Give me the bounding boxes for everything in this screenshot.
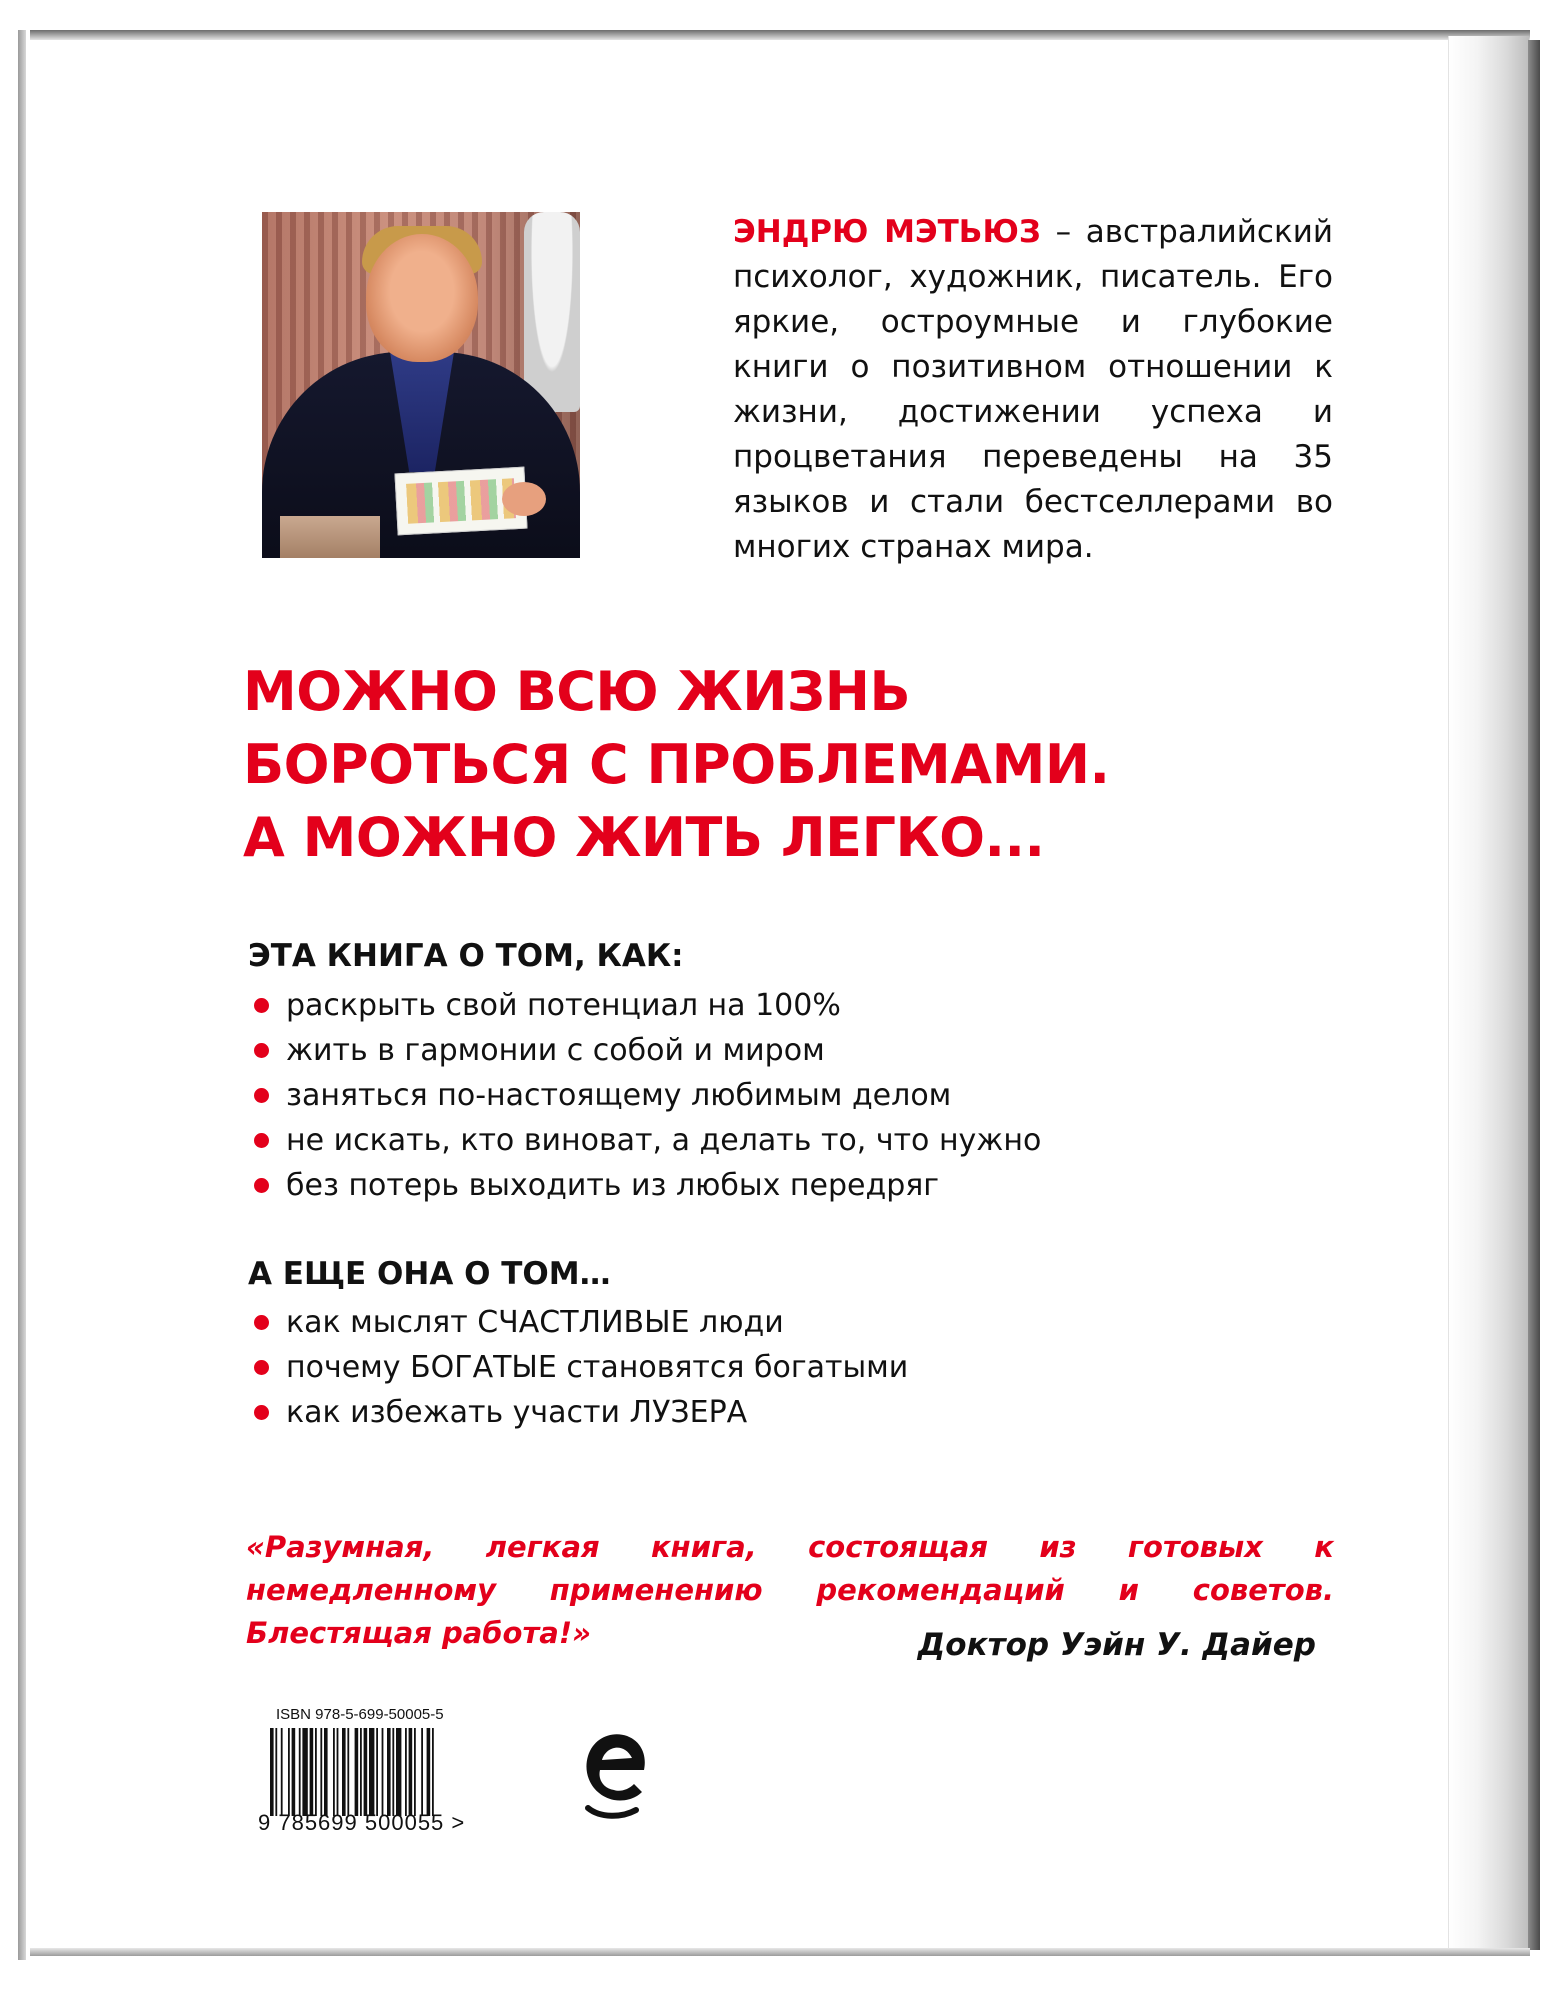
- barcode-bar: [414, 1728, 416, 1816]
- barcode-bar: [369, 1728, 374, 1816]
- barcode-bar: [288, 1728, 290, 1816]
- list-item: заняться по-настоящему любимым делом: [250, 1073, 1041, 1118]
- cover-left-edge: [18, 30, 26, 1960]
- section-list-also: [250, 1300, 908, 1435]
- red-dot-icon: [254, 1360, 269, 1375]
- barcode-bar: [347, 1728, 349, 1816]
- barcode-bar: [376, 1728, 378, 1816]
- barcode-bar: [355, 1728, 359, 1816]
- barcode-bar: [337, 1728, 339, 1816]
- barcode-bar: [275, 1728, 277, 1816]
- review-quote: «Разумная, легкая книга, состоящая из готовых к немедленному применению рекомендаций и советов. Блестящая работа!»: [246, 1530, 1334, 1650]
- barcode-bar: [364, 1728, 368, 1816]
- barcode-bar: [432, 1728, 434, 1816]
- barcode-bar: [392, 1728, 394, 1816]
- section-heading-also: А ЕЩЕ ОНА О ТОМ…: [248, 1256, 611, 1292]
- red-dot-icon: [254, 1133, 269, 1148]
- barcode-bar: [405, 1728, 407, 1816]
- barcode-bar: [409, 1728, 413, 1816]
- barcode-bar: [270, 1728, 274, 1816]
- list-item: не искать, кто виноват, а делать то, что нужно: [250, 1118, 1041, 1163]
- red-dot-icon: [254, 1178, 269, 1193]
- barcode-bar: [324, 1728, 328, 1816]
- barcode-bar: [427, 1728, 431, 1816]
- list-item: без потерь выходить из любых передряг: [250, 1163, 1041, 1208]
- barcode-bar: [382, 1728, 384, 1816]
- barcode-bar: [342, 1728, 346, 1816]
- cover-right-edge: [1528, 40, 1540, 1950]
- red-dot-icon: [254, 1315, 269, 1330]
- barcode-bar: [320, 1728, 322, 1816]
- barcode-bar: [421, 1728, 423, 1816]
- barcode-bar: [281, 1728, 283, 1816]
- list-item: жить в гармонии с собой и миром: [250, 1028, 1041, 1073]
- barcode-bar: [302, 1728, 307, 1816]
- barcode-bar: [387, 1728, 391, 1816]
- red-dot-icon: [254, 1405, 269, 1420]
- review-quote-author: Доктор Уэйн У. Дайер: [917, 1627, 1316, 1663]
- barcode-bar: [310, 1728, 314, 1816]
- isbn-label: ISBN 978-5-699-50005-5: [276, 1706, 444, 1723]
- barcode-bar: [333, 1728, 335, 1816]
- photo-hand: [502, 482, 546, 516]
- author-bio-text: – австралийский психолог, художник, писатель. Его яркие, остроумные и глубокие книги о позитивном отношении к жизни, достижении успеха и процветания переведены на 35 языков и стали бестселлерами во многих странах мира.: [733, 214, 1333, 565]
- list-item: почему БОГАТЫЕ становятся богатыми: [250, 1345, 908, 1390]
- author-name: ЭНДРЮ МЭТЬЮЗ: [733, 214, 1041, 250]
- red-dot-icon: [254, 1088, 269, 1103]
- list-item: как избежать участи ЛУЗЕРА: [250, 1390, 908, 1435]
- cover-top-edge: [30, 30, 1530, 40]
- barcode-bar: [360, 1728, 362, 1816]
- author-bio: [733, 210, 1333, 570]
- barcode-bar: [292, 1728, 296, 1816]
- barcode-bar: [299, 1728, 301, 1816]
- headline-line-3: А МОЖНО ЖИТЬ ЛЕГКО...: [243, 806, 1045, 869]
- section-list-how: [250, 983, 1041, 1208]
- author-photo: [262, 212, 580, 558]
- barcode-digits: 9 785699 500055 >: [258, 1810, 466, 1835]
- barcode: [266, 1728, 492, 1816]
- list-item: как мыслят СЧАСТЛИВЫЕ люди: [250, 1300, 908, 1345]
- headline-line-2: БОРОТЬСЯ С ПРОБЛЕМАМИ.: [243, 733, 1110, 796]
- section-heading-how: ЭТА КНИГА О ТОМ, КАК:: [248, 938, 684, 974]
- cover-spine: [1448, 36, 1529, 1956]
- headline-line-1: МОЖНО ВСЮ ЖИЗНЬ: [243, 660, 911, 723]
- eksmo-logo-icon: [578, 1720, 652, 1820]
- barcode-bar: [396, 1728, 401, 1816]
- photo-box: [280, 516, 380, 558]
- barcode-bar: [315, 1728, 317, 1816]
- photo-statue: [524, 212, 580, 412]
- cover-bottom-edge: [30, 1948, 1530, 1956]
- photo-face: [366, 234, 478, 362]
- red-dot-icon: [254, 1043, 269, 1058]
- red-dot-icon: [254, 998, 269, 1013]
- list-item: раскрыть свой потенциал на 100%: [250, 983, 1041, 1028]
- headline: [243, 655, 1393, 874]
